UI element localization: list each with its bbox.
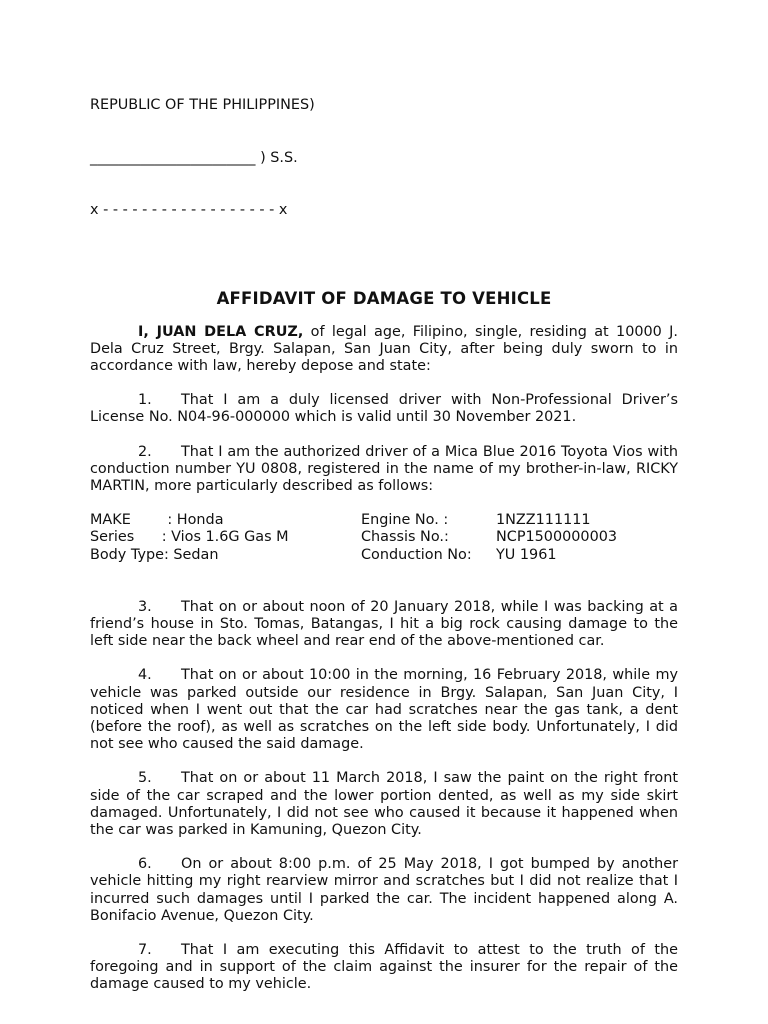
paragraph-1 [90,392,678,426]
paragraph-4 [90,667,678,753]
spec-value: 1NZZ111111 [496,512,591,529]
affidavit-page [90,62,678,994]
spec-series: Series : Vios 1.6G Gas M [90,529,289,546]
spec-make: MAKE : Honda [90,512,224,529]
paragraph-text: That I am executing this Affidavit to attest to the truth of the foregoing and in support of the claim against the insurer for the repair of the damage caused to my vehicle. [90,941,678,993]
paragraph-number: 5. [138,770,152,787]
spec-label: Engine No. : [361,512,449,529]
vehicle-specs [90,512,678,564]
paragraph-number: 4. [138,667,152,684]
paragraph-number: 3. [138,598,152,615]
paragraph-6 [90,856,678,925]
document-title: AFFIDAVIT OF DAMAGE TO VEHICLE [216,288,552,308]
venue-city-line: _______________________ ) S.S. [90,149,298,166]
paragraph-5 [90,770,678,839]
spec-label: Conduction No: [361,546,472,563]
spec-row [90,512,678,529]
venue-separator: x - - - - - - - - - - - - - - - - - - x [90,202,288,218]
paragraph-text: That on or about noon of 20 January 2018, while I was backing at a friend’s house in Sto. Tomas, Batangas, I hit a big rock causing damage to the left side near the back wheel and rear end of the above-mentioned car. [90,598,678,650]
spec-row [90,529,678,546]
paragraph-text: On or about 8:00 p.m. of 25 May 2018, I got bumped by another vehicle hitting my right rearview mirror and scratches but I did not realize that I incurred such damages until I parked the car. The incident happened along A. Bonifacio Avenue, Quezon City. [90,856,678,924]
venue-block [90,62,678,255]
spec-value: YU 1961 [496,546,557,563]
paragraph-number: 2. [138,443,152,460]
paragraph-3 [90,599,678,651]
paragraph-text: That I am the authorized driver of a Mica Blue 2016 Toyota Vios with conduction number YU 0808, registered in the name of my brother-in-law, RICKY MARTIN, more particularly described as follows: [90,443,678,494]
spec-row [90,547,678,564]
intro-text: of legal age, Filipino, single, residing at 10000 J. Dela Cruz Street, Brgy. Salapan, San Juan City, after being duly sworn to in accordance with law, hereby depose and state: [90,323,678,374]
spec-label: Chassis No.: [361,529,449,546]
intro-paragraph [90,324,678,376]
paragraph-number: 6. [138,856,152,873]
paragraph-2 [90,444,678,496]
paragraph-7 [90,942,678,994]
spec-value: NCP1500000003 [496,529,618,546]
venue-country: REPUBLIC OF THE PHILIPPINES) [90,97,315,113]
paragraph-text: That on or about 11 March 2018, I saw the paint on the right front side of the car scraped and the lower portion dented, as well as my side skirt damaged. Unfortunately, I did not see who caused it because it happened when the car was parked in Kamuning, Quezon City. [90,770,678,838]
paragraph-text: That on or about 10:00 in the morning, 16 February 2018, while my vehicle was parked outside our residence in Brgy. Salapan, San Juan City, I noticed when I went out that the car had scratches near the gas tank, a dent (before the roof), as well as scratches on the left side body. Unfortunately, I did not see who caused the said damage. [90,667,678,753]
spec-body-type: Body Type: Sedan [90,546,219,563]
affiant-name: I, JUAN DELA CRUZ, [138,323,304,340]
paragraph-number: 1. [138,392,152,409]
paragraph-number: 7. [138,941,152,958]
paragraph-text: That I am a duly licensed driver with Non-Professional Driver’s License No. N04-96-000000 which is valid until 30 November 2021. [90,392,678,426]
